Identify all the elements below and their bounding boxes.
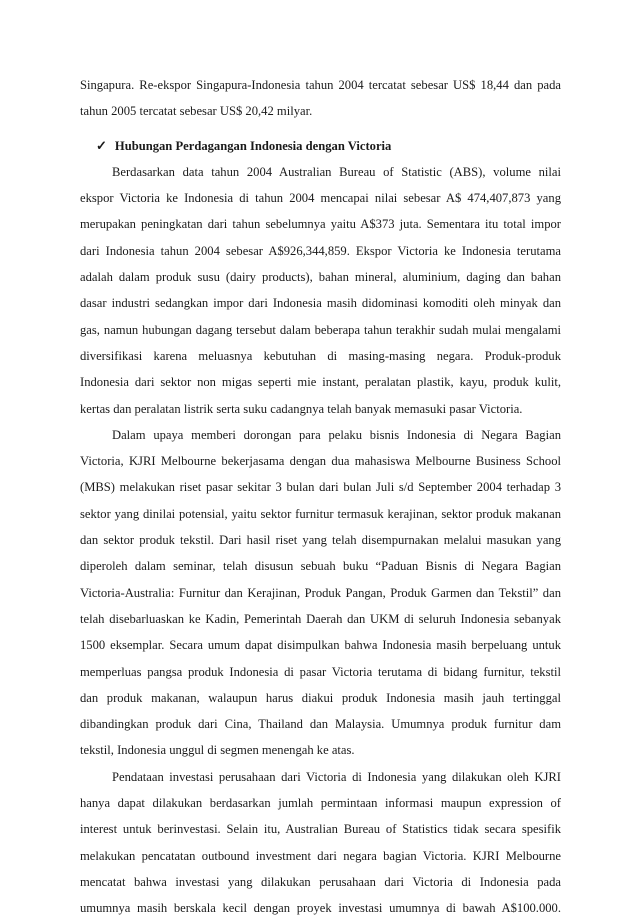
paragraph-3-line: mencatat bahwa investasi yang dilakukan perusahaan dari Victoria di Indonesia pada — [80, 874, 561, 889]
paragraph-1-line: adalah dalam produk susu (dairy products), bahan mineral, aluminium, daging dan bahan — [80, 270, 561, 285]
checkmark-icon: ✓ — [96, 137, 107, 153]
paragraph-3-line: melakukan pencatatan outbound investment dari negara bagian Victoria. KJRI Melbourne — [80, 848, 561, 863]
paragraph-1-line: merupakan peningkatan dari tahun sebelumnya yaitu A$373 juta. Sementara itu total impor — [80, 217, 561, 232]
paragraph-2-line: memperluas pangsa produk Indonesia di pasar Victoria terutama di bidang furnitur, tekstil — [80, 664, 561, 679]
paragraph-2-line: dan produk makanan, walaupun harus diakui produk Indonesia masih jauh tertinggal — [80, 690, 561, 705]
paragraph-2-line: Victoria, KJRI Melbourne bekerjasama dengan dua mahasiswa Melbourne Business School — [80, 454, 561, 469]
intro-line-1: Singapura. Re-ekspor Singapura-Indonesia tahun 2004 tercatat sebesar US$ 18,44 dan pada — [80, 78, 561, 92]
paragraph-1-line: gas, namun hubungan dagang tersebut dalam beberapa tahun terakhir sudah mulai mengalami — [80, 322, 561, 337]
paragraph-2-line: sektor yang dinilai potensial, yaitu sektor furnitur termasuk kerajinan, sektor produk makanan — [80, 506, 561, 521]
paragraph-2-line: dibandingkan produk dari Cina, Thailand dan Malaysia. Umumnya produk furnitur dam — [80, 717, 561, 732]
paragraph-2-line: tekstil, Indonesia unggul di segmen menengah ke atas. — [80, 743, 355, 758]
paragraph-2-line: diperoleh dalam seminar, telah disusun sebuah buku “Paduan Bisnis di Negara Bagian — [80, 559, 561, 574]
paragraph-1-line: Berdasarkan data tahun 2004 Australian Bureau of Statistic (ABS), volume nilai — [112, 164, 561, 179]
paragraph-2-line: Dalam upaya memberi dorongan para pelaku bisnis Indonesia di Negara Bagian — [112, 427, 561, 442]
paragraph-1-line: dari Indonesia tahun 2004 sebesar A$926,344,859. Ekspor Victoria ke Indonesia terutama — [80, 243, 561, 258]
paragraph-2-line: 1500 eksemplar. Secara umum dapat disimpulkan bahwa Indonesia masih berpeluang untuk — [80, 638, 561, 653]
paragraph-3-line: umumnya masih berskala kecil dengan proyek investasi umumnya di bawah A$100.000. — [80, 901, 561, 916]
paragraph-2-line: dan sektor produk tekstil. Dari hasil riset yang telah disempurnakan melalui masukan yang — [80, 533, 561, 548]
spacer — [80, 125, 561, 133]
paragraph-2-line: Victoria-Australia: Furnitur dan Kerajinan, Produk Pangan, Produk Garmen dan Tekstil” dan — [80, 585, 561, 600]
paragraph-1-line: Indonesia dari sektor non migas seperti mie instant, peralatan plastik, kayu, produk kulit, — [80, 375, 561, 390]
paragraph-1-line: ekspor Victoria ke Indonesia di tahun 2004 mencapai nilai sebesar A$ 474,407,873 yang — [80, 191, 561, 206]
paragraph-1-line: kertas dan peralatan listrik serta suku cadangnya telah banyak memasuki pasar Victoria. — [80, 401, 523, 416]
section-heading — [80, 133, 561, 159]
paragraph-3-line: Pendataan investasi perusahaan dari Victoria di Indonesia yang dilakukan oleh KJRI — [112, 769, 561, 784]
intro-line-2: tahun 2005 tercatat sebesar US$ 20,42 milyar. — [80, 104, 313, 119]
document-page — [80, 72, 561, 922]
paragraph-1-line: diversifikasi karena meluasnya kebutuhan di masing-masing negara. Produk-produk — [80, 348, 561, 363]
paragraph-2-line: (MBS) melakukan riset pasar sekitar 3 bulan dari bulan Juli s/d September 2004 terhadap 3 — [80, 480, 561, 495]
paragraph-2-line: telah disebarluaskan ke Kadin, Pemerintah Daerah dan UKM di seluruh Indonesia sebanyak — [80, 611, 561, 626]
paragraph-3-line: interest untuk berinvestasi. Selain itu, Australian Bureau of Statistics tidak secara spesifik — [80, 822, 561, 837]
body-paragraphs — [80, 159, 561, 922]
paragraph-3-line: hanya dapat dilakukan berdasarkan jumlah permintaan informasi maupun expression of — [80, 796, 561, 811]
paragraph-1-line: dasar industri sedangkan impor dari Indonesia masih didominasi komoditi oleh minyak dan — [80, 296, 561, 311]
section-heading-text: Hubungan Perdagangan Indonesia dengan Victoria — [114, 138, 392, 153]
